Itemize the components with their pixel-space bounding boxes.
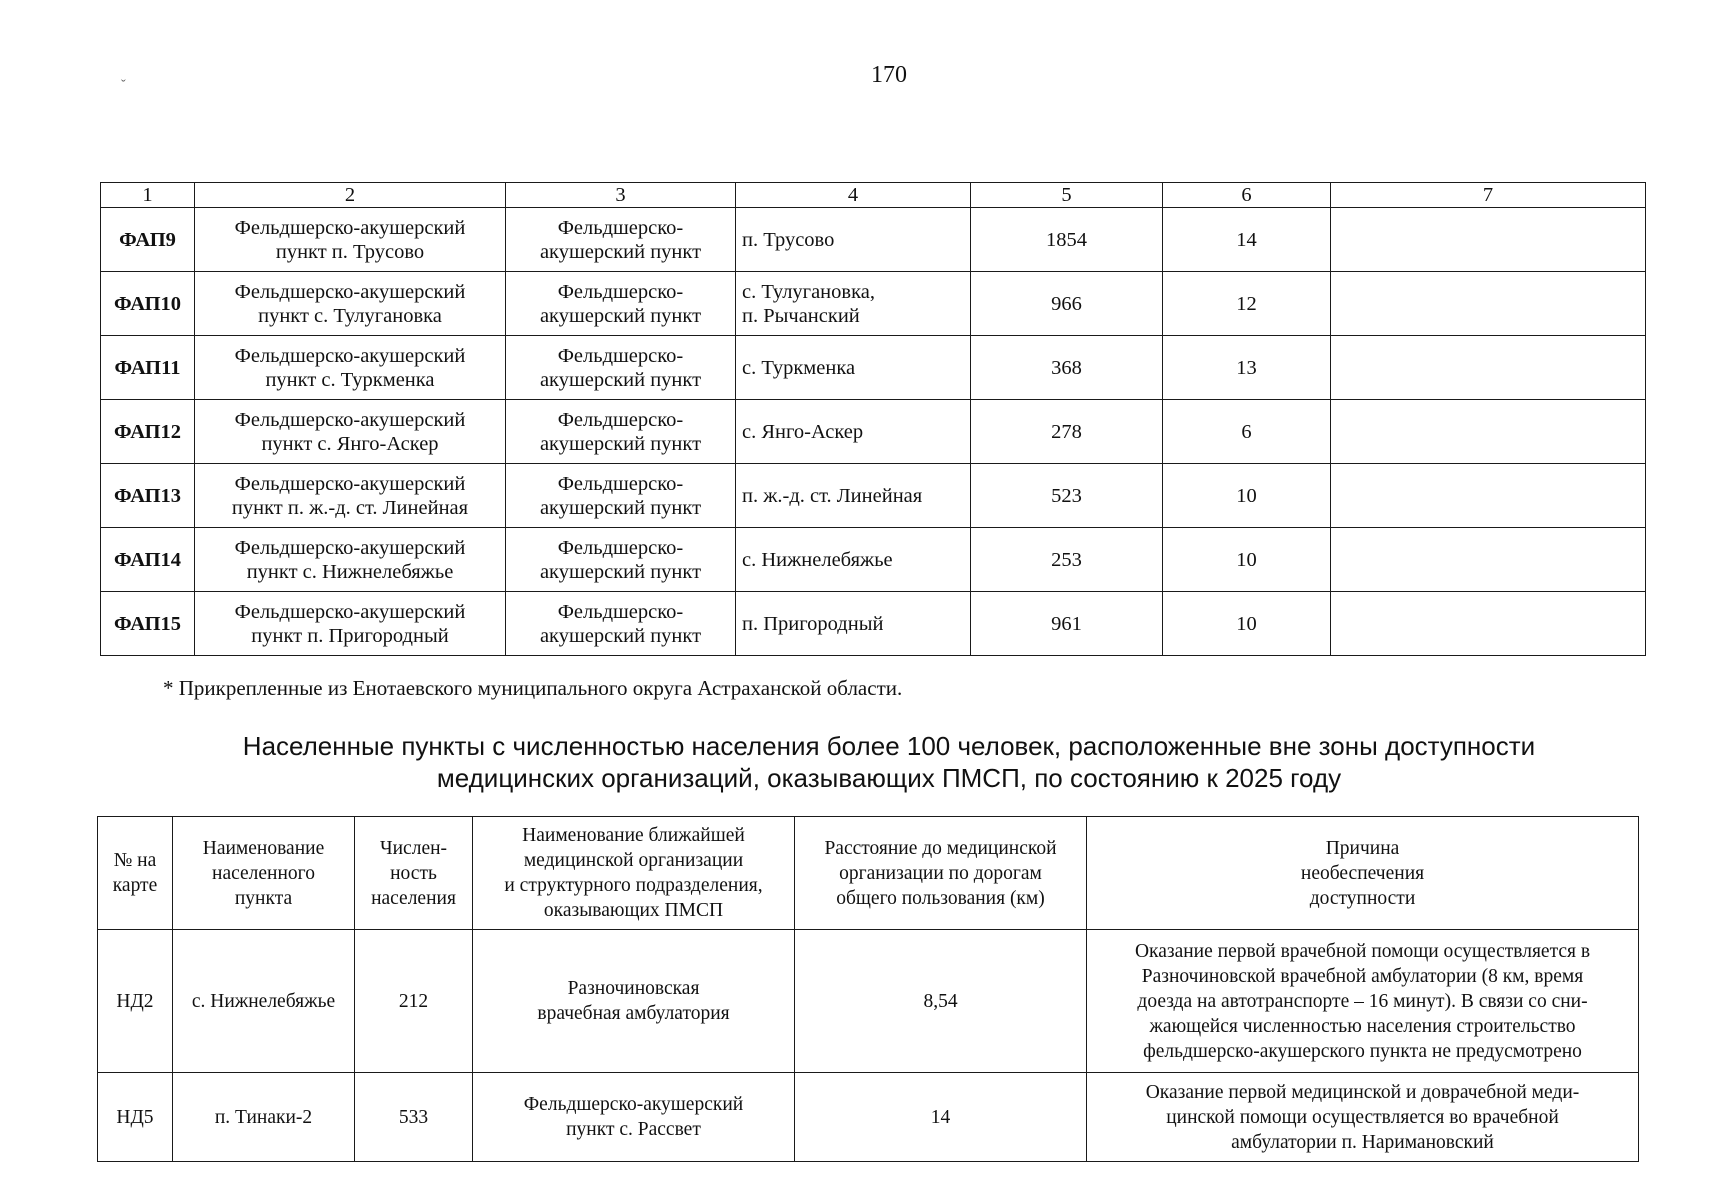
facility-name <box>195 272 506 336</box>
column-header <box>173 817 355 930</box>
distance-km-line: 8,54 <box>923 990 958 1012</box>
facility-column-6-line: 10 <box>1236 484 1257 507</box>
table-row <box>101 272 1646 336</box>
reason-line: Оказание первой медицинской и доврачебной меди- <box>1145 1081 1580 1103</box>
facility-column-6 <box>1163 272 1331 336</box>
nearest-organization <box>473 930 795 1073</box>
settlement-code-line: НД2 <box>116 990 154 1012</box>
facility-type-line: Фельдшерско- <box>557 536 684 559</box>
facility-type-line: Фельдшерско- <box>557 344 684 367</box>
table-row <box>101 592 1646 656</box>
reason-line: Разночиновской врачебной амбулатории (8 км, время <box>1141 965 1584 987</box>
reason <box>1087 930 1639 1073</box>
settlement-name <box>173 1073 355 1162</box>
column-number: 4 <box>736 183 971 208</box>
facility-name-line: Фельдшерско-акушерский <box>234 216 466 239</box>
facility-column-6-line: 6 <box>1241 420 1252 443</box>
facility-name-line: Фельдшерско-акушерский <box>234 344 466 367</box>
facility-population <box>971 528 1163 592</box>
settlement-population <box>355 1073 473 1162</box>
facility-code <box>101 592 195 656</box>
facility-code-line: ФАП9 <box>119 228 176 251</box>
facility-type-line: акушерский пункт <box>539 368 702 391</box>
facility-type <box>506 272 736 336</box>
column-header-line: Наименование ближайшей <box>522 825 745 846</box>
facility-name-line: пункт с. Нижнелебяжье <box>246 560 454 583</box>
facility-name-line: Фельдшерско-акушерский <box>234 536 466 559</box>
facility-name <box>195 464 506 528</box>
facility-column-7 <box>1331 208 1646 272</box>
facility-location <box>736 272 971 336</box>
column-number: 2 <box>195 183 506 208</box>
facility-type-line: Фельдшерско- <box>557 600 684 623</box>
footnote: * Прикрепленные из Енотаевского муниципального округа Астраханской области. <box>163 676 903 700</box>
facility-code <box>101 208 195 272</box>
section-title-line: медицинских организаций, оказывающих ПМСП, по состоянию к 2025 году <box>436 763 1342 793</box>
facility-location-line: с. Туркменка <box>742 356 856 379</box>
facility-population-line: 368 <box>1051 356 1082 379</box>
table-row <box>98 1073 1639 1162</box>
nearest-organization-line: врачебная амбулатория <box>537 1003 730 1024</box>
table-row <box>101 336 1646 400</box>
nearest-organization-line: Разночиновская <box>567 978 700 999</box>
facility-column-7 <box>1331 272 1646 336</box>
facility-name <box>195 592 506 656</box>
facility-name-line: Фельдшерско-акушерский <box>234 600 466 623</box>
column-header-line: медицинской организации <box>523 850 744 871</box>
table-row <box>101 464 1646 528</box>
settlements-table-header <box>98 817 1639 930</box>
facility-name <box>195 336 506 400</box>
facility-location-line: п. Пригородный <box>742 612 884 635</box>
table-row <box>98 930 1639 1073</box>
column-header <box>355 817 473 930</box>
facility-code <box>101 528 195 592</box>
facility-column-7 <box>1331 528 1646 592</box>
facility-column-6-line: 12 <box>1236 292 1257 315</box>
facility-column-6 <box>1163 400 1331 464</box>
column-header-line: Расстояние до медицинской <box>824 837 1057 859</box>
facility-location <box>736 336 971 400</box>
facility-type-line: акушерский пункт <box>539 240 702 263</box>
facility-population <box>971 336 1163 400</box>
settlement-name-line: с. Нижнелебяжье <box>191 990 336 1012</box>
facility-location <box>736 592 971 656</box>
facility-population-line: 1854 <box>1046 228 1087 251</box>
column-header-line: населения <box>371 887 456 909</box>
facility-name <box>195 528 506 592</box>
facilities-table <box>100 182 1646 656</box>
column-number: 1 <box>101 183 195 208</box>
settlements-table-body <box>98 930 1639 1162</box>
settlement-name <box>173 930 355 1073</box>
reason-line: амбулатории п. Наримановский <box>1231 1131 1494 1153</box>
distance-km <box>795 930 1087 1073</box>
table-row <box>101 400 1646 464</box>
facility-population <box>971 400 1163 464</box>
facility-column-6 <box>1163 464 1331 528</box>
facility-location-line: с. Нижнелебяжье <box>742 548 893 571</box>
facility-type-line: акушерский пункт <box>539 304 702 327</box>
facility-column-6-line: 14 <box>1236 228 1257 251</box>
column-header <box>795 817 1087 930</box>
facility-type <box>506 528 736 592</box>
facility-type-line: акушерский пункт <box>539 496 702 519</box>
facility-population-line: 961 <box>1051 612 1082 635</box>
column-header-line: пункта <box>234 887 293 909</box>
facility-name-line: пункт п. Пригородный <box>251 624 449 647</box>
reason-line: Оказание первой врачебной помощи осуществляется в <box>1134 940 1591 962</box>
section-title-line: Населенные пункты с численностью населения более 100 человек, расположенные вне зоны доступности <box>242 731 1536 761</box>
facility-name-line: пункт п. Трусово <box>275 240 425 263</box>
facility-type-line: акушерский пункт <box>539 624 702 647</box>
facility-code-line: ФАП11 <box>114 356 181 379</box>
column-number: 3 <box>506 183 736 208</box>
facility-code <box>101 400 195 464</box>
facility-type <box>506 208 736 272</box>
facility-code-line: ФАП15 <box>113 612 182 635</box>
stray-mark: ˇ <box>121 78 126 93</box>
settlement-population <box>355 930 473 1073</box>
facility-column-6 <box>1163 208 1331 272</box>
reason-line: фельдшерско-акушерского пункта не предусмотрено <box>1143 1040 1582 1062</box>
settlements-table <box>97 816 1639 1162</box>
facility-location-line: п. Трусово <box>742 228 835 251</box>
facility-column-6-line: 13 <box>1236 356 1257 379</box>
distance-km <box>795 1073 1087 1162</box>
column-header-line: общего пользования (км) <box>836 887 1045 909</box>
section-title <box>100 730 1678 794</box>
nearest-organization-line: Фельдшерско-акушерский <box>523 1094 744 1115</box>
facility-location <box>736 208 971 272</box>
facility-column-7 <box>1331 336 1646 400</box>
facility-name-line: Фельдшерско-акушерский <box>234 472 466 495</box>
settlement-name-line: п. Тинаки-2 <box>214 1106 313 1128</box>
facility-name <box>195 208 506 272</box>
facility-population-line: 966 <box>1051 292 1082 315</box>
facility-column-7 <box>1331 400 1646 464</box>
reason-line: цинской помощи осуществляется во врачебной <box>1166 1106 1559 1128</box>
column-header-line: оказывающих ПМСП <box>543 900 724 921</box>
facility-type-line: акушерский пункт <box>539 432 702 455</box>
facility-name-line: Фельдшерско-акушерский <box>234 408 466 431</box>
facility-name-line: пункт с. Янго-Аскер <box>261 432 439 455</box>
facility-column-6-line: 10 <box>1236 548 1257 571</box>
facility-type-line: Фельдшерско- <box>557 408 684 431</box>
facility-name-line: Фельдшерско-акушерский <box>234 280 466 303</box>
facility-code <box>101 336 195 400</box>
reason-line: доезда на автотранспорте – 16 минут). В связи со сни- <box>1137 990 1588 1012</box>
facility-location <box>736 464 971 528</box>
facility-name-line: пункт п. ж.-д. ст. Линейная <box>231 496 469 519</box>
facility-location <box>736 400 971 464</box>
facility-type-line: Фельдшерско- <box>557 216 684 239</box>
column-header-line: № на <box>113 850 157 871</box>
facility-code-line: ФАП13 <box>113 484 182 507</box>
facility-code <box>101 464 195 528</box>
nearest-organization <box>473 1073 795 1162</box>
facility-population <box>971 464 1163 528</box>
facility-name-line: пункт с. Тулугановка <box>258 304 442 327</box>
facility-column-6 <box>1163 528 1331 592</box>
facility-column-6-line: 10 <box>1236 612 1257 635</box>
table-row <box>101 208 1646 272</box>
column-header-line: организации по дорогам <box>839 862 1042 884</box>
facility-type-line: Фельдшерско- <box>557 472 684 495</box>
facility-location <box>736 528 971 592</box>
column-header-line: населенного <box>212 862 315 884</box>
facility-location-line: с. Тулугановка, <box>742 280 875 303</box>
column-header-line: ность <box>390 862 437 884</box>
column-header <box>473 817 795 930</box>
settlement-population-line: 533 <box>398 1106 429 1128</box>
column-header-line: доступности <box>1309 887 1416 909</box>
facility-type <box>506 336 736 400</box>
column-header <box>1087 817 1639 930</box>
facility-column-6 <box>1163 336 1331 400</box>
table-row <box>101 528 1646 592</box>
facility-type <box>506 400 736 464</box>
distance-km-line: 14 <box>930 1106 951 1128</box>
settlement-code <box>98 930 173 1073</box>
reason-line: жающейся численностью населения строительство <box>1149 1015 1576 1037</box>
facility-type <box>506 592 736 656</box>
column-header-line: и структурного подразделения, <box>504 875 763 896</box>
column-header <box>98 817 173 930</box>
facility-location-line: п. Рычанский <box>742 304 860 327</box>
nearest-organization-line: пункт с. Рассвет <box>566 1119 701 1140</box>
facility-code-line: ФАП10 <box>113 292 182 315</box>
settlement-code <box>98 1073 173 1162</box>
facility-column-7 <box>1331 464 1646 528</box>
facility-code-line: ФАП12 <box>113 420 182 443</box>
column-number: 6 <box>1163 183 1331 208</box>
facility-column-7 <box>1331 592 1646 656</box>
facility-name-line: пункт с. Туркменка <box>265 368 435 391</box>
facility-population-line: 253 <box>1051 548 1082 571</box>
column-number: 7 <box>1331 183 1646 208</box>
facility-name <box>195 400 506 464</box>
column-header-line: Наименование <box>202 837 325 859</box>
page-number: 170 <box>871 62 907 88</box>
facility-type <box>506 464 736 528</box>
column-header-line: Числен- <box>379 837 448 859</box>
column-number: 5 <box>971 183 1163 208</box>
facility-type-line: Фельдшерско- <box>557 280 684 303</box>
facility-population <box>971 208 1163 272</box>
column-header-line: Причина <box>1325 837 1400 859</box>
facility-population <box>971 592 1163 656</box>
column-header-line: необеспечения <box>1300 862 1425 884</box>
facilities-table-body <box>101 183 1646 656</box>
facility-population-line: 278 <box>1051 420 1082 443</box>
facility-code <box>101 272 195 336</box>
facility-location-line: с. Янго-Аскер <box>742 420 864 443</box>
facility-population-line: 523 <box>1051 484 1082 507</box>
facility-code-line: ФАП14 <box>113 548 182 571</box>
facility-type-line: акушерский пункт <box>539 560 702 583</box>
column-number-row <box>101 183 1646 208</box>
facility-population <box>971 272 1163 336</box>
column-header-line: карте <box>112 875 158 896</box>
settlement-code-line: НД5 <box>116 1106 154 1128</box>
reason <box>1087 1073 1639 1162</box>
facility-column-6 <box>1163 592 1331 656</box>
settlement-population-line: 212 <box>398 990 429 1012</box>
facility-location-line: п. ж.-д. ст. Линейная <box>742 484 923 507</box>
